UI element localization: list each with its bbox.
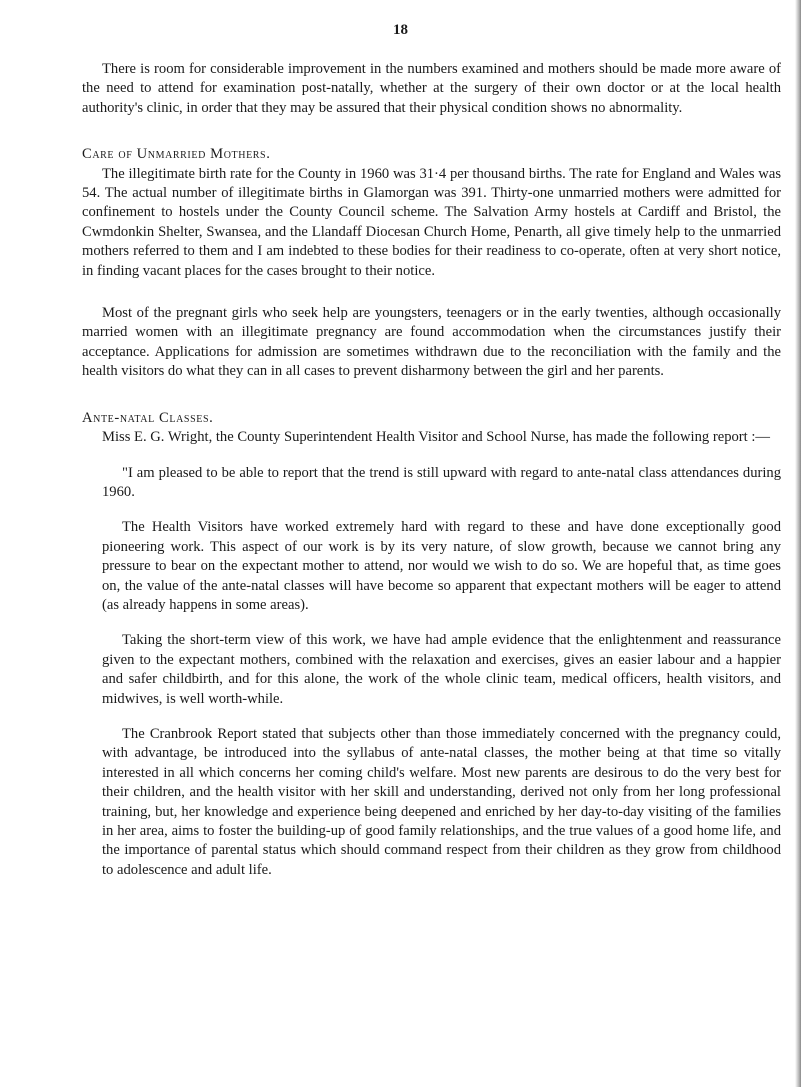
- report-quote-block: [82, 464, 781, 881]
- report-paragraph-1: "I am pleased to be able to report that the trend is still upward with regard to ante-natal class attendances during 1960.: [102, 464, 781, 500]
- section-heading-unmarried-mothers: Care of Unmarried Mothers.: [82, 146, 271, 163]
- ante-natal-intro-paragraph: Miss E. G. Wright, the County Superintendent Health Visitor and School Nurse, has made the following report :—: [102, 429, 770, 446]
- report-paragraph-3: Taking the short-term view of this work, we have had ample evidence that the enlightenment and reassurance given to the expectant mothers, combined with the relaxation and exercises, gives an easier labour and a happier and safer childbirth, and for this alone, the work of the whole clinic team, medical officers, health visitors, and midwives, is well worth-while.: [102, 632, 781, 707]
- section-heading-ante-natal-classes: Ante-natal Classes.: [82, 409, 214, 426]
- page-number: 18: [393, 22, 408, 38]
- unmarried-mothers-paragraph-2: Most of the pregnant girls who seek help are youngsters, teenagers or in the early twenties, although occasionally married women with an illegitimate pregnancy are found accommodation when the circumstances justify their acceptance. Applications for admission are sometimes withdrawn due to the reconciliation with the family and the health visitors do what they can in all cases to prevent disharmony between the girl and her parents.: [82, 305, 781, 380]
- report-paragraph-2: The Health Visitors have worked extremely hard with regard to these and have done exceptionally good pioneering work. This aspect of our work is by its very nature, of slow growth, because we cannot bring any pressure to bear on the expectant mother to attend, nor would we wish to do so. We are hopeful that, as time goes on, the value of the ante-natal classes will have become so apparent that expectant mothers will be eager to attend (as already happens in some areas).: [102, 519, 781, 613]
- intro-paragraph: There is room for considerable improvement in the numbers examined and mothers should be made more aware of the need to attend for examination post-natally, whether at the surgery of their own doctor or at the local health authority's clinic, in order that they may be assured that their physical condition shows no abnormality.: [82, 61, 781, 116]
- document-body: [82, 60, 781, 880]
- page-edge-shadow: [795, 0, 801, 1087]
- unmarried-mothers-paragraph-1: The illegitimate birth rate for the County in 1960 was 31·4 per thousand births. The rate for England and Wales was 54. The actual number of illegitimate births in Glamorgan was 391. Thirty-one unmarried mothers were admitted for confinement to hostels under the County Council scheme. The Salvation Army hostels at Cardiff and Bristol, the Cwmdonkin Shelter, Swansea, and the Llandaff Diocesan Church Home, Penarth, all give timely help to the unmarried mothers referred to them and I am indebted to these bodies for their readiness to co-operate, often at very short notice, in finding vacant places for the cases brought to their notice.: [82, 165, 781, 279]
- report-paragraph-4: The Cranbrook Report stated that subjects other than those immediately concerned with the pregnancy could, with advantage, be introduced into the syllabus of ante-natal classes, the mother being at that time so vitally interested in all which concerns her coming child's welfare. Most new parents are desirous to do the very best for their children, and the health visitor with her skill and understanding, derived not only from her long professional training, but, her knowledge and experience being deepened and enriched by her day-to-day visiting of the families in her area, aims to foster the building-up of good family relationships, and the true values of a good home life, and the importance of parental status which should command respect from their children as they grow from childhood to adolescence and adult life.: [102, 725, 781, 878]
